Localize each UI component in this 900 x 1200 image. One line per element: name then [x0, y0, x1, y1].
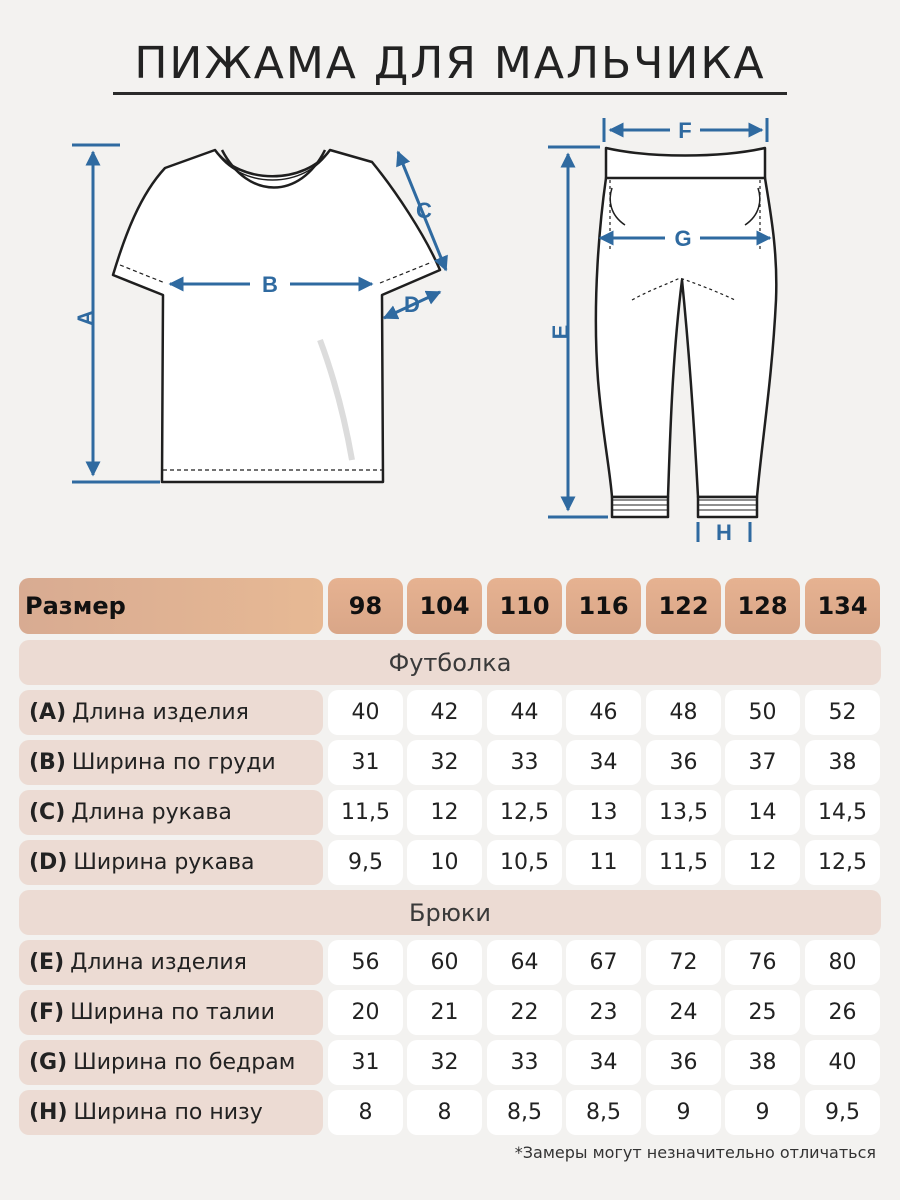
measure-code: (H): [29, 1100, 68, 1125]
table-row: [19, 1090, 881, 1135]
value-cell: 48: [646, 690, 721, 735]
value-cell: 72: [646, 940, 721, 985]
measure-code: (G): [29, 1050, 68, 1075]
measure-label: [19, 790, 323, 835]
value-cell: 24: [646, 990, 721, 1035]
value-cell: 38: [805, 740, 880, 785]
value-cell: 67: [566, 940, 641, 985]
value-cell: 25: [725, 990, 800, 1035]
size-header-116: 116: [566, 578, 641, 634]
value-cell: 8: [407, 1090, 482, 1135]
label-c: C: [416, 198, 432, 223]
value-cell: 14: [725, 790, 800, 835]
table-row: [19, 790, 881, 835]
label-h: H: [716, 520, 732, 545]
measure-label: [19, 940, 323, 985]
value-cell: 33: [487, 1040, 562, 1085]
value-cell: 22: [487, 990, 562, 1035]
value-cell: 40: [805, 1040, 880, 1085]
value-cell: 12: [407, 790, 482, 835]
size-header-98: 98: [328, 578, 403, 634]
value-cell: 8,5: [487, 1090, 562, 1135]
value-cell: 42: [407, 690, 482, 735]
value-cell: 64: [487, 940, 562, 985]
value-cell: 32: [407, 1040, 482, 1085]
measure-name: Ширина по груди: [71, 750, 276, 775]
value-cell: 46: [566, 690, 641, 735]
label-b: B: [262, 272, 278, 297]
table-row: [19, 940, 881, 985]
label-d: D: [404, 292, 420, 317]
measure-name: Ширина по бедрам: [73, 1050, 296, 1075]
section-title: Футболка: [19, 640, 881, 685]
pants-drawing: [596, 148, 776, 517]
label-g: G: [674, 226, 692, 251]
value-cell: 36: [646, 740, 721, 785]
section-row: [19, 640, 881, 685]
value-cell: 36: [646, 1040, 721, 1085]
value-cell: 12,5: [487, 790, 562, 835]
value-cell: 11,5: [328, 790, 403, 835]
value-cell: 12: [725, 840, 800, 885]
value-cell: 33: [487, 740, 562, 785]
value-cell: 8: [328, 1090, 403, 1135]
value-cell: 52: [805, 690, 880, 735]
value-cell: 44: [487, 690, 562, 735]
measure-label: [19, 690, 323, 735]
measure-label: [19, 1090, 323, 1135]
value-cell: 32: [407, 740, 482, 785]
value-cell: 38: [725, 1040, 800, 1085]
measure-name: Ширина рукава: [73, 850, 255, 875]
measure-label: [19, 840, 323, 885]
size-header-134: 134: [805, 578, 880, 634]
value-cell: 80: [805, 940, 880, 985]
table-row: [19, 690, 881, 735]
table-row: [19, 1040, 881, 1085]
label-a: A: [73, 310, 98, 326]
footnote: *Замеры могут незначительно отличаться: [514, 1143, 876, 1162]
section-title: Брюки: [19, 890, 881, 935]
value-cell: 21: [407, 990, 482, 1035]
value-cell: 10: [407, 840, 482, 885]
measure-label: [19, 990, 323, 1035]
value-cell: 9: [725, 1090, 800, 1135]
table-row: [19, 740, 881, 785]
value-cell: 60: [407, 940, 482, 985]
value-cell: 14,5: [805, 790, 880, 835]
value-cell: 10,5: [487, 840, 562, 885]
value-cell: 50: [725, 690, 800, 735]
measure-name: Длина рукава: [71, 800, 232, 825]
value-cell: 9,5: [328, 840, 403, 885]
measure-code: (E): [29, 950, 65, 975]
value-cell: 20: [328, 990, 403, 1035]
value-cell: 40: [328, 690, 403, 735]
measure-code: (D): [29, 850, 68, 875]
table-row: [19, 990, 881, 1035]
size-header-122: 122: [646, 578, 721, 634]
measure-code: (B): [29, 750, 66, 775]
value-cell: 11: [566, 840, 641, 885]
value-cell: 9: [646, 1090, 721, 1135]
size-header-104: 104: [407, 578, 482, 634]
garment-diagram: [0, 0, 900, 560]
value-cell: 56: [328, 940, 403, 985]
size-header-label: Размер: [19, 578, 323, 634]
label-e: E: [548, 324, 573, 340]
value-cell: 37: [725, 740, 800, 785]
size-header-128: 128: [725, 578, 800, 634]
measure-label: [19, 1040, 323, 1085]
value-cell: 76: [725, 940, 800, 985]
value-cell: 31: [328, 740, 403, 785]
measure-label: [19, 740, 323, 785]
measure-code: (A): [29, 700, 67, 725]
value-cell: 31: [328, 1040, 403, 1085]
value-cell: 26: [805, 990, 880, 1035]
value-cell: 11,5: [646, 840, 721, 885]
measure-name: Длина изделия: [70, 950, 247, 975]
value-cell: 12,5: [805, 840, 880, 885]
measure-name: Ширина по низу: [73, 1100, 263, 1125]
value-cell: 34: [566, 1040, 641, 1085]
table-row: [19, 840, 881, 885]
value-cell: 23: [566, 990, 641, 1035]
measure-name: Длина изделия: [72, 700, 249, 725]
value-cell: 9,5: [805, 1090, 880, 1135]
measure-name: Ширина по талии: [70, 1000, 275, 1025]
value-cell: 34: [566, 740, 641, 785]
value-cell: 13,5: [646, 790, 721, 835]
value-cell: 8,5: [566, 1090, 641, 1135]
label-f: F: [678, 118, 692, 143]
section-row: [19, 890, 881, 935]
measure-code: (F): [29, 1000, 65, 1025]
table-header-row: [19, 578, 881, 634]
value-cell: 13: [566, 790, 641, 835]
size-header-110: 110: [487, 578, 562, 634]
page-title: ПИЖАМА ДЛЯ МАЛЬЧИКА: [134, 38, 766, 89]
measure-code: (C): [29, 800, 66, 825]
